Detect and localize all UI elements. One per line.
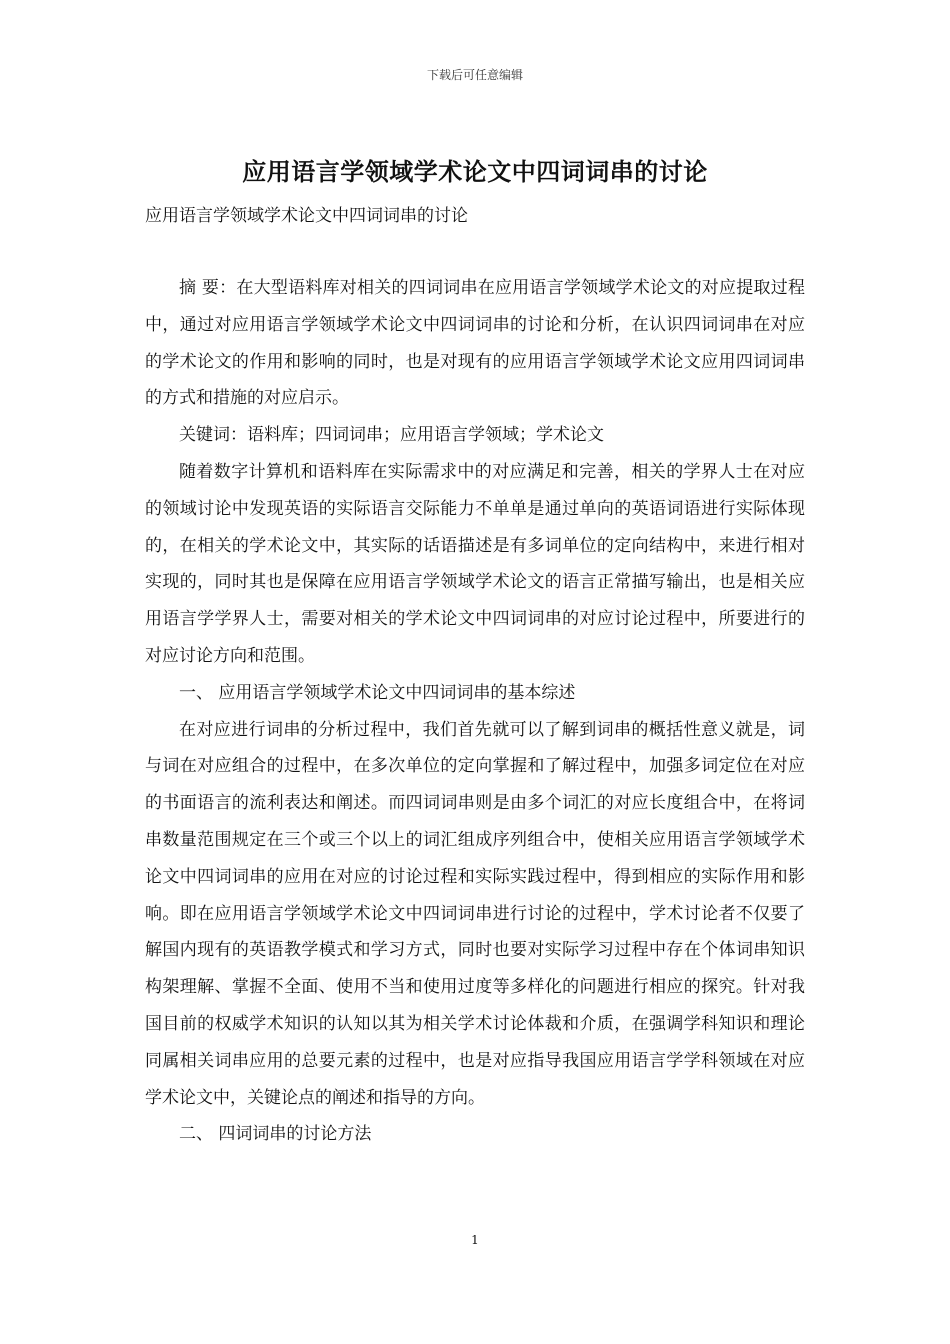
abstract-paragraph: 摘 要：在大型语料库对相关的四词词串在应用语言学领域学术论文的对应提取过程中，通过对应用语言学领域学术论文中四词词串的讨论和分析，在认识四词词串在对应的学术论文的作用和影响的同时，也是对现有的应用语言学领域学术论文应用四词词串的方式和措施的对应启示。 — [145, 278, 805, 409]
intro-paragraph: 随着数字计算机和语料库在实际需求中的对应满足和完善，相关的学界人士在对应的领域讨论中发现英语的实际语言交际能力不单单是通过单向的英语词语进行实际体现的，在相关的学术论文中，其实际的话语描述是有多词单位的定向结构中，来进行相对实现的，同时其也是保障在应用语言学领域学术论文的语言正常描写输出，也是相关应用语言学学界人士，需要对相关的学术论文中四词词串的对应讨论过程中，所要进行的对应讨论方向和范围。 — [145, 461, 805, 666]
keywords-paragraph: 关键词：语料库；四词词串；应用语言学领域；学术论文 — [179, 425, 604, 446]
section-heading-2: 二、 四词词串的讨论方法 — [179, 1124, 372, 1145]
document-title: 应用语言学领域学术论文中四词词串的讨论 — [242, 157, 708, 186]
document-subtitle: 应用语言学领域学术论文中四词词串的讨论 — [145, 206, 468, 226]
page-number: 1 — [471, 1233, 479, 1247]
section-1-paragraph: 在对应进行词串的分析过程中，我们首先就可以了解到词串的概括性意义就是，词与词在对应组合的过程中，在多次单位的定向掌握和了解过程中，加强多词定位在对应的书面语言的流利表达和阐述。而四词词串则是由多个词汇的对应长度组合中，在将词串数量范围规定在三个或三个以上的词汇组成序列组合中，使相关应用语言学领域学术论文中四词词串的应用在对应的讨论过程和实际实践过程中，得到相应的实际作用和影响。即在应用语言学领域学术论文中四词词串进行讨论的过程中，学术讨论者不仅要了解国内现有的英语教学模式和学习方式，同时也要对实际学习过程中存在个体词串知识构架理解、掌握不全面、使用不当和使用过度等多样化的问题进行相应的探究。针对我国目前的权威学术知识的认知以其为相关学术讨论体裁和介质，在强调学科知识和理论同属相关词串应用的总要元素的过程中，也是对应指导我国应用语言学学科领域在对应学术论文中，关键论点的阐述和指导的方向。 — [145, 719, 805, 1108]
section-heading-1: 一、 应用语言学领域学术论文中四词词串的基本综述 — [179, 682, 576, 703]
document-body — [145, 270, 805, 1153]
header-note: 下载后可任意编辑 — [426, 68, 523, 82]
